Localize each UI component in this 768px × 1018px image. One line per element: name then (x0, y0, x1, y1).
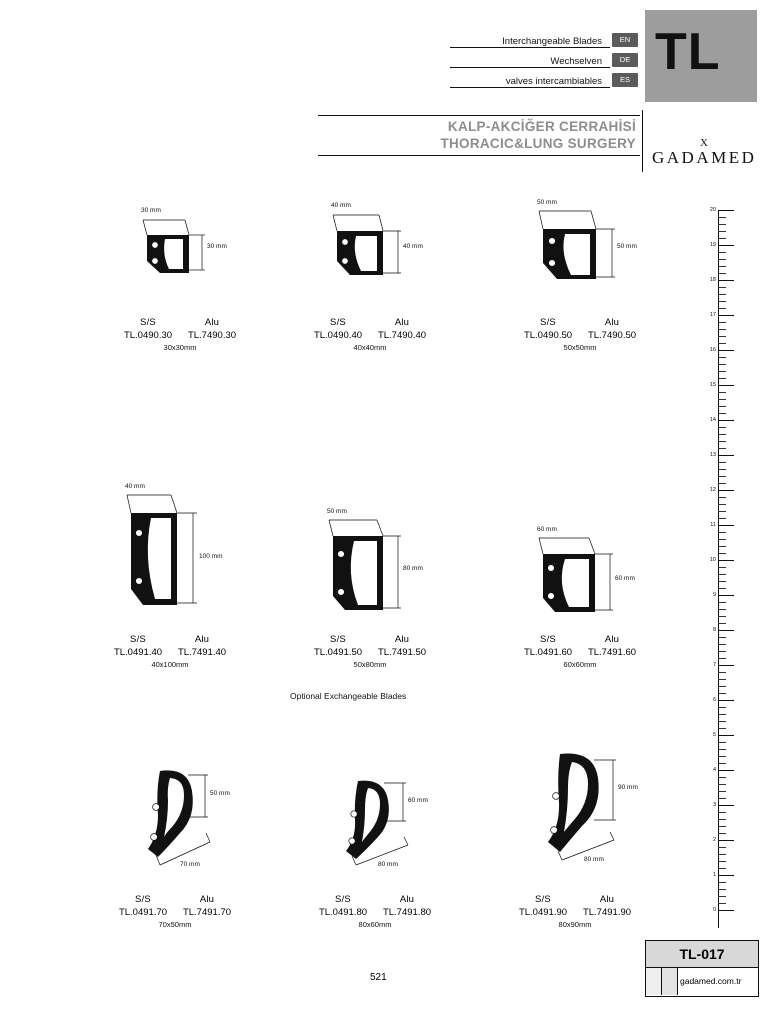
material-alu: Alu (599, 894, 615, 905)
ruler-tick-label: 5 (712, 732, 716, 738)
ruler-minor-tick (718, 763, 726, 764)
ruler-minor-tick (718, 616, 726, 617)
scissors-icon: X (700, 137, 708, 149)
dimension-side: 40 mm (403, 243, 423, 250)
brand-logo (652, 137, 757, 168)
ruler-tick-label: 0 (712, 907, 716, 913)
ruler-minor-tick (718, 581, 726, 582)
dimension-label: 60x60mm (563, 660, 597, 669)
ruler-minor-tick (718, 714, 726, 715)
blade-small-icon (465, 195, 695, 313)
language-row-en (438, 33, 638, 51)
ruler-minor-tick (718, 427, 726, 428)
ruler-minor-tick (718, 602, 726, 603)
ruler-major-tick (718, 420, 734, 421)
ruler-minor-tick (718, 231, 726, 232)
ruler-major-tick (718, 665, 734, 666)
ruler-minor-tick (718, 644, 726, 645)
ruler-minor-tick (718, 798, 726, 799)
dimension-side: 60 mm (408, 797, 428, 804)
code-ss: TL.0491.90 (518, 907, 568, 918)
dimension-label: 50x80mm (353, 660, 387, 669)
ruler-minor-tick (718, 854, 726, 855)
code-ss: TL.0491.70 (118, 907, 168, 918)
ruler-tick-label: 4 (712, 767, 716, 773)
blade-small-icon (255, 195, 485, 313)
language-label-en: Interchangeable Blades (502, 36, 602, 47)
ruler-tick-label: 10 (709, 557, 716, 563)
ruler-tick-label: 20 (709, 207, 716, 213)
ruler-minor-tick (718, 826, 726, 827)
ruler-minor-tick (718, 784, 726, 785)
ruler-minor-tick (718, 693, 726, 694)
code-row (55, 647, 285, 658)
ruler-minor-tick (718, 532, 726, 533)
ruler-major-tick (718, 560, 734, 561)
code-row (255, 647, 485, 658)
section-code: TL-017 (646, 941, 758, 968)
code-ss: TL.0490.50 (523, 330, 573, 341)
ruler-minor-tick (718, 679, 726, 680)
ruler-minor-tick (718, 651, 726, 652)
ruler-minor-tick (718, 294, 726, 295)
ruler-tick-label: 19 (709, 242, 716, 248)
product-labels (465, 634, 695, 669)
ruler-minor-tick (718, 224, 726, 225)
material-ss: S/S (330, 634, 346, 645)
material-ss: S/S (130, 634, 146, 645)
dimension-side: 50 mm (617, 243, 637, 250)
material-row (255, 317, 485, 328)
ruler-minor-tick (718, 441, 726, 442)
ruler-major-tick (718, 805, 734, 806)
ruler-tick-label: 11 (710, 522, 716, 528)
code-ss: TL.0490.40 (313, 330, 363, 341)
ruler-major-tick (718, 385, 734, 386)
ruler-major-tick (718, 875, 734, 876)
product-cell (260, 755, 490, 929)
ruler-minor-tick (718, 707, 726, 708)
ruler-minor-tick (718, 791, 726, 792)
ruler-minor-tick (718, 371, 726, 372)
ruler-minor-tick (718, 861, 726, 862)
ruler-minor-tick (718, 266, 726, 267)
ruler-minor-tick (718, 833, 726, 834)
ruler-tick-label: 15 (709, 382, 716, 388)
ruler-minor-tick (718, 343, 726, 344)
product-illustration (460, 730, 690, 890)
product-cell (255, 195, 485, 352)
dimension-side: 60 mm (615, 575, 635, 582)
ruler-minor-tick (718, 539, 726, 540)
code-ss: TL.0491.40 (113, 647, 163, 658)
material-row (60, 894, 290, 905)
ruler-minor-tick (718, 336, 726, 337)
material-ss: S/S (335, 894, 351, 905)
ruler-major-tick (718, 595, 734, 596)
ruler-minor-tick (718, 378, 726, 379)
ruler-tick-label: 7 (712, 662, 716, 668)
material-row (465, 317, 695, 328)
ruler-major-tick (718, 490, 734, 491)
tl-logo-text: TL (655, 23, 721, 81)
ruler-minor-tick (718, 553, 726, 554)
ruler-tick-label: 1 (712, 872, 716, 878)
dimension-label: 70x50mm (158, 920, 192, 929)
code-ss: TL.0491.80 (318, 907, 368, 918)
ruler-minor-tick (718, 273, 726, 274)
ruler-minor-tick (718, 406, 726, 407)
dimension-top: 60 mm (537, 526, 557, 533)
divider (318, 115, 640, 116)
ruler-minor-tick (718, 742, 726, 743)
ruler-minor-tick (718, 896, 726, 897)
ruler-minor-tick (718, 658, 726, 659)
ruler-minor-tick (718, 777, 726, 778)
ruler-minor-tick (718, 637, 726, 638)
dimension-top: 50 mm (327, 508, 347, 515)
ruler-tick-label: 6 (712, 697, 716, 703)
code-alu: TL.7490.50 (587, 330, 637, 341)
language-tag-es-wrap (604, 73, 638, 88)
dimension-label: 80x90mm (558, 920, 592, 929)
ruler-minor-tick (718, 686, 726, 687)
material-alu: Alu (394, 634, 410, 645)
product-labels (260, 894, 490, 929)
ruler-minor-tick (718, 476, 726, 477)
code-ss: TL.0490.30 (123, 330, 173, 341)
language-label-de: Wechselven (550, 56, 602, 67)
code-alu: TL.7491.80 (382, 907, 432, 918)
language-label-es: valves intercambiables (505, 76, 602, 87)
language-row-de (438, 53, 638, 71)
blade-tall-icon (255, 510, 485, 630)
material-row (255, 634, 485, 645)
product-illustration (255, 195, 485, 313)
divider (450, 67, 610, 68)
optional-blades-note: Optional Exchangeable Blades (290, 691, 407, 701)
ruler-minor-tick (718, 847, 726, 848)
dimension-side: 100 mm (199, 553, 223, 560)
language-tag-en-wrap (604, 33, 638, 48)
dimension-bottom: 70 mm (180, 861, 200, 868)
website-url: gadamed.com.tr (680, 976, 742, 986)
blade-curved-icon (460, 730, 690, 890)
divider (450, 47, 610, 48)
code-row (465, 647, 695, 658)
product-cell (460, 730, 690, 929)
ruler-minor-tick (718, 574, 726, 575)
ruler-major-tick (718, 280, 734, 281)
product-cell (255, 510, 485, 669)
ruler-tick-label: 16 (709, 347, 716, 353)
ruler-major-tick (718, 315, 734, 316)
page-title-en: THORACIC&LUNG SURGERY (440, 136, 636, 151)
product-illustration (55, 485, 285, 630)
dimension-bottom: 80 mm (584, 856, 604, 863)
product-illustration (255, 510, 485, 630)
dimension-top: 40 mm (331, 202, 351, 209)
ruler-tick-label: 3 (712, 802, 716, 808)
product-row (0, 195, 690, 430)
code-row (60, 907, 290, 918)
swatch-dark (662, 968, 678, 995)
ruler-minor-tick (718, 322, 726, 323)
ruler-minor-tick (718, 728, 726, 729)
material-alu: Alu (394, 317, 410, 328)
blade-curved-icon (60, 745, 290, 890)
material-row (260, 894, 490, 905)
ruler-minor-tick (718, 399, 726, 400)
language-tag-en: EN (612, 33, 638, 47)
ruler-minor-tick (718, 812, 726, 813)
ruler-minor-tick (718, 413, 726, 414)
material-row (465, 634, 695, 645)
dimension-bottom: 80 mm (378, 861, 398, 868)
ruler-minor-tick (718, 469, 726, 470)
page-title (318, 112, 640, 156)
ruler-minor-tick (718, 819, 726, 820)
ruler-tick-label: 12 (709, 487, 716, 493)
ruler-minor-tick (718, 882, 726, 883)
material-ss: S/S (540, 634, 556, 645)
product-row (0, 430, 690, 680)
divider (642, 110, 643, 172)
material-alu: Alu (194, 634, 210, 645)
measurement-ruler (700, 207, 748, 928)
product-row (0, 720, 690, 960)
ruler-minor-tick (718, 868, 726, 869)
ruler-major-tick (718, 525, 734, 526)
ruler-major-tick (718, 840, 734, 841)
material-row (55, 634, 285, 645)
tl-logo-block (645, 10, 757, 102)
ruler-minor-tick (718, 259, 726, 260)
ruler-minor-tick (718, 504, 726, 505)
dimension-side: 90 mm (618, 784, 638, 791)
ruler-minor-tick (718, 903, 726, 904)
ruler-minor-tick (718, 756, 726, 757)
product-labels (465, 317, 695, 352)
brand-name: GADAMED (652, 148, 757, 167)
code-row (460, 907, 690, 918)
ruler-major-tick (718, 910, 734, 911)
divider (450, 87, 610, 88)
ruler-major-tick (718, 700, 734, 701)
product-illustration (465, 195, 695, 313)
ruler-minor-tick (718, 721, 726, 722)
ruler-minor-tick (718, 546, 726, 547)
product-labels (60, 894, 290, 929)
ruler-tick-label: 17 (709, 312, 716, 318)
material-alu: Alu (204, 317, 220, 328)
ruler-minor-tick (718, 672, 726, 673)
ruler-minor-tick (718, 238, 726, 239)
language-row-es (438, 73, 638, 91)
product-cell (465, 195, 695, 352)
product-cell (55, 485, 285, 669)
product-labels (255, 317, 485, 352)
code-alu: TL.7490.40 (377, 330, 427, 341)
ruler-minor-tick (718, 301, 726, 302)
code-row (260, 907, 490, 918)
ruler-minor-tick (718, 518, 726, 519)
dimension-label: 40x100mm (151, 660, 189, 669)
ruler-minor-tick (718, 308, 726, 309)
dimension-top: 50 mm (537, 199, 557, 206)
language-tag-de-wrap (604, 53, 638, 68)
product-illustration (260, 755, 490, 890)
ruler-minor-tick (718, 483, 726, 484)
product-labels (460, 894, 690, 929)
ruler-minor-tick (718, 434, 726, 435)
ruler-tick-label: 14 (709, 417, 716, 423)
ruler-minor-tick (718, 889, 726, 890)
ruler-minor-tick (718, 364, 726, 365)
ruler-minor-tick (718, 749, 726, 750)
ruler-minor-tick (718, 252, 726, 253)
product-grid (0, 195, 690, 960)
dimension-label: 80x60mm (358, 920, 392, 929)
material-row (460, 894, 690, 905)
material-alu: Alu (399, 894, 415, 905)
ruler-minor-tick (718, 588, 726, 589)
material-alu: Alu (199, 894, 215, 905)
code-alu: TL.7491.40 (177, 647, 227, 658)
dimension-side: 50 mm (210, 790, 230, 797)
ruler-tick-label: 2 (712, 837, 716, 843)
code-row (255, 330, 485, 341)
ruler-major-tick (718, 770, 734, 771)
ruler-minor-tick (718, 511, 726, 512)
product-cell (60, 745, 290, 929)
material-ss: S/S (330, 317, 346, 328)
material-ss: S/S (135, 894, 151, 905)
ruler-minor-tick (718, 357, 726, 358)
material-ss: S/S (535, 894, 551, 905)
code-alu: TL.7490.30 (187, 330, 237, 341)
material-ss: S/S (540, 317, 556, 328)
ruler-minor-tick (718, 497, 726, 498)
ruler-minor-tick (718, 217, 726, 218)
page-number: 521 (370, 972, 387, 983)
ruler-minor-tick (718, 448, 726, 449)
code-row (465, 330, 695, 341)
ruler-major-tick (718, 210, 734, 211)
ruler-minor-tick (718, 392, 726, 393)
dimension-top: 30 mm (141, 207, 161, 214)
product-illustration (465, 526, 695, 630)
blade-tall-icon (465, 530, 695, 630)
code-alu: TL.7491.70 (182, 907, 232, 918)
dimension-label: 40x40mm (353, 343, 387, 352)
ruler-minor-tick (718, 623, 726, 624)
language-tag-es: ES (612, 73, 638, 87)
code-alu: TL.7491.90 (582, 907, 632, 918)
ruler-spine (718, 210, 719, 928)
product-illustration (60, 745, 290, 890)
blade-tall-icon (55, 485, 285, 630)
material-alu: Alu (604, 317, 620, 328)
material-ss: S/S (140, 317, 156, 328)
dimension-side: 80 mm (403, 565, 423, 572)
divider (318, 155, 640, 156)
footer-box (645, 940, 759, 997)
code-alu: TL.7491.60 (587, 647, 637, 658)
product-labels (55, 634, 285, 669)
dimension-label: 30x30mm (163, 343, 197, 352)
dimension-label: 50x50mm (563, 343, 597, 352)
ruler-tick-label: 18 (709, 277, 716, 283)
product-labels (255, 634, 485, 669)
blade-curved-icon (260, 755, 490, 890)
language-list (438, 33, 638, 93)
ruler-major-tick (718, 735, 734, 736)
dimension-top: 40 mm (125, 483, 145, 490)
ruler-minor-tick (718, 462, 726, 463)
product-cell (465, 526, 695, 669)
ruler-minor-tick (718, 567, 726, 568)
ruler-minor-tick (718, 329, 726, 330)
ruler-major-tick (718, 350, 734, 351)
code-ss: TL.0491.50 (313, 647, 363, 658)
ruler-minor-tick (718, 287, 726, 288)
code-ss: TL.0491.60 (523, 647, 573, 658)
swatch-light (646, 968, 662, 995)
material-alu: Alu (604, 634, 620, 645)
ruler-major-tick (718, 455, 734, 456)
ruler-tick-label: 9 (712, 592, 716, 598)
ruler-major-tick (718, 245, 734, 246)
ruler-minor-tick (718, 609, 726, 610)
ruler-tick-label: 13 (709, 452, 716, 458)
dimension-side: 30 mm (207, 243, 227, 250)
footer-website-row (646, 968, 758, 995)
page-title-tr: KALP-AKCİĞER CERRAHİSİ (447, 119, 636, 134)
ruler-tick-label: 8 (712, 627, 716, 633)
code-alu: TL.7491.50 (377, 647, 427, 658)
ruler-major-tick (718, 630, 734, 631)
language-tag-de: DE (612, 53, 638, 67)
